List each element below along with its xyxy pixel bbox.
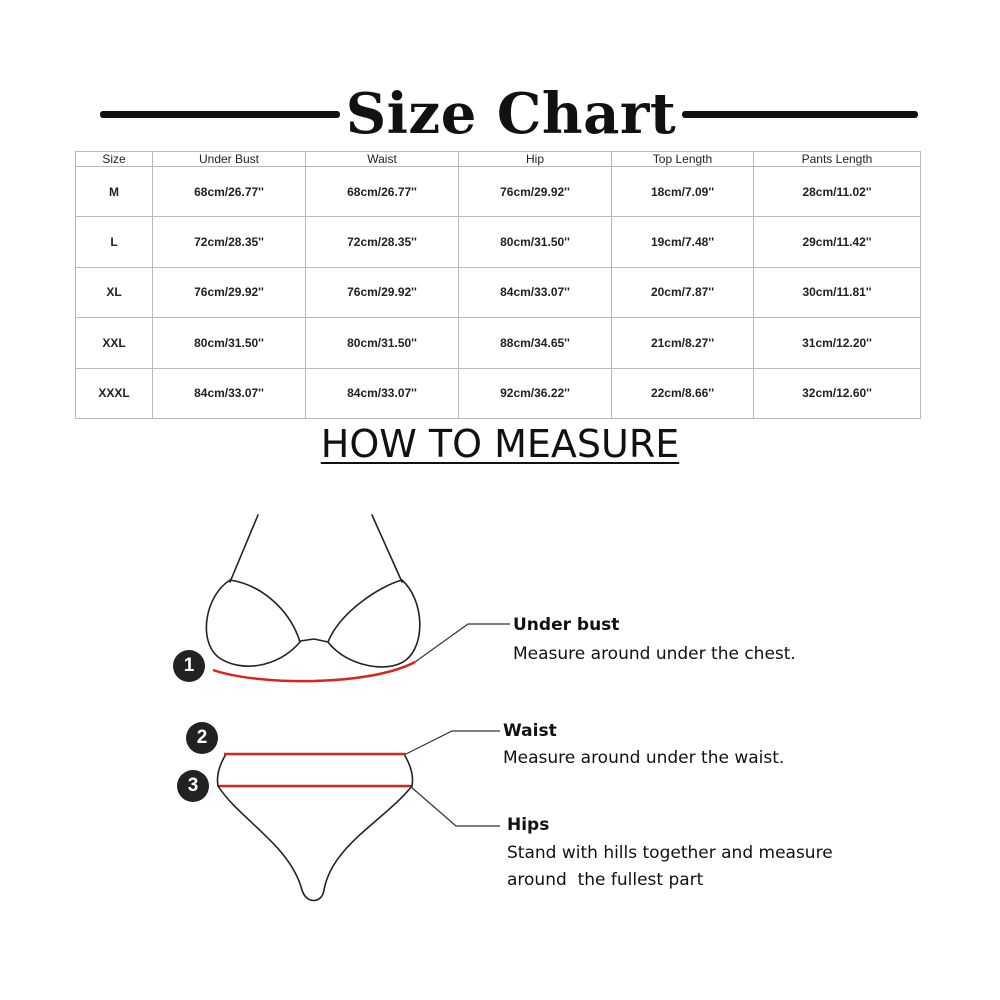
table-cell: 92cm/36.22'' [459,368,612,418]
table-cell: 80cm/31.50'' [459,217,612,267]
left-strap [230,515,258,582]
waist-description: Measure around under the waist. [503,748,785,768]
right-cup [328,580,420,667]
bikini-bottom-illustration [217,754,412,901]
size-cell: L [76,217,153,267]
table-header-cell: Size [76,152,153,167]
table-cell: 72cm/28.35'' [306,217,459,267]
table-header-cell: Pants Length [754,152,921,167]
size-cell: XXL [76,318,153,368]
hips-description: Stand with hills together and measure around the fullest part [507,843,833,890]
table-cell: 80cm/31.50'' [153,318,306,368]
table-cell: 88cm/34.65'' [459,318,612,368]
waistband [217,754,412,786]
table-cell: 20cm/7.87'' [612,267,754,317]
left-cup [206,580,300,666]
table-cell: 80cm/31.50'' [306,318,459,368]
table-cell: 84cm/33.07'' [153,368,306,418]
table-header-cell: Under Bust [153,152,306,167]
table-cell: 31cm/12.20'' [754,318,921,368]
size-cell: XXXL [76,368,153,418]
table-cell: 76cm/29.92'' [459,167,612,217]
under-bust-description: Measure around under the chest. [513,644,796,664]
table-cell: 68cm/26.77'' [306,167,459,217]
bottom-body [218,786,412,901]
waist-title: Waist [503,721,557,741]
table-cell: 30cm/11.81'' [754,267,921,317]
step-badge-2: 2 [186,722,218,754]
table-cell: 72cm/28.35'' [153,217,306,267]
size-cell: M [76,167,153,217]
table-header-cell: Waist [306,152,459,167]
right-strap [372,515,402,582]
table-cell: 21cm/8.27'' [612,318,754,368]
page-title: Size Chart [345,81,677,147]
step-badge-3: 3 [177,770,209,802]
table-cell: 76cm/29.92'' [306,267,459,317]
table-header-cell: Hip [459,152,612,167]
table-cell: 84cm/33.07'' [306,368,459,418]
under-bust-title: Under bust [513,615,620,635]
table-header-cell: Top Length [612,152,754,167]
table-cell: 22cm/8.66'' [612,368,754,418]
step-badge-1: 1 [173,650,205,682]
table-cell: 18cm/7.09'' [612,167,754,217]
bra-top-illustration [206,515,419,667]
table-cell: 68cm/26.77'' [153,167,306,217]
under-bust-leader-line [415,624,510,662]
center-gore [300,639,328,642]
hips-title: Hips [507,815,550,835]
waist-leader-line [406,731,500,754]
table-cell: 84cm/33.07'' [459,267,612,317]
under-bust-measure-line [213,662,415,681]
table-cell: 32cm/12.60'' [754,368,921,418]
table-cell: 28cm/11.02'' [754,167,921,217]
table-cell: 19cm/7.48'' [612,217,754,267]
table-cell: 76cm/29.92'' [153,267,306,317]
hips-leader-line [410,786,500,826]
table-cell: 29cm/11.42'' [754,217,921,267]
how-to-measure-title: HOW TO MEASURE [320,422,680,466]
size-cell: XL [76,267,153,317]
